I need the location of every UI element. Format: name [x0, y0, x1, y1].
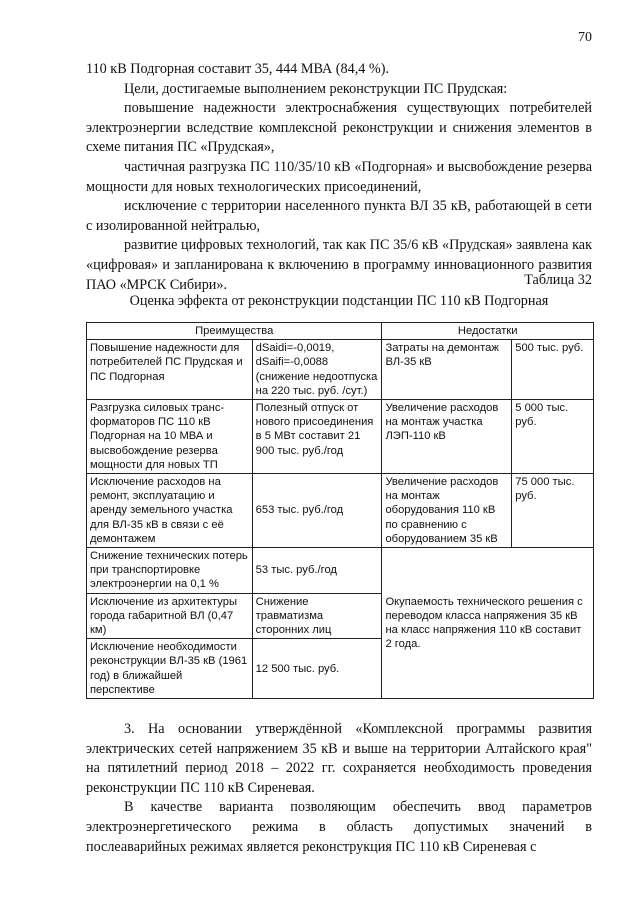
table-title: Оценка эффекта от реконструкции подстанции ПС 110 кВ Подгорная	[129, 293, 549, 309]
table-header-row	[87, 323, 594, 340]
advantage-cell: Разгрузка силовых транс-форматоров ПС 110 кВ Подгорная на 10 МВА и высвобождение резерва мощности для новых ТП	[87, 400, 253, 474]
payback-cell: Окупаемость технического решения с переводом класса напряжения 35 кВ на класс напряжения 110 кВ составит 2 года.	[382, 548, 594, 699]
bottom-text	[86, 720, 592, 857]
advantage-value-cell: Полезный отпуск от нового присоединения в 5 МВт составит 21 900 тыс. руб./год	[252, 400, 382, 474]
table-row	[87, 400, 594, 474]
advantage-cell: Повышение надежности для потребителей ПС Прудская и ПС Подгорная	[87, 340, 253, 400]
table-row	[87, 340, 594, 400]
disadvantage-value-cell: 5 000 тыс. руб.	[512, 400, 594, 474]
paragraph: развитие цифровых технологий, так как ПС 35/6 кВ «Прудская» заявлена как «цифровая» и запланирована к включению в программу инновационного развития ПАО «МРСК Сибири».	[86, 237, 592, 293]
advantage-value-cell: 53 тыс. руб./год	[252, 548, 382, 594]
paragraph: 110 кВ Подгорная составит 35, 444 МВА (84,4 %).	[86, 61, 389, 77]
advantage-cell: Исключение необходимости реконструкции ВЛ-35 кВ (1961 год) в ближайшей перспективе	[87, 639, 253, 699]
paragraph: 3. На основании утверждённой «Комплексной программы развития электрических сетей напряжением 35 кВ и выше на территории Алтайского края" на пятилетний период 2018 – 2022 гг. сохраняется необходимость проведения реконструкции ПС 110 кВ Сиреневая.	[86, 721, 592, 796]
disadvantage-cell: Увеличение расходов на монтаж участка ЛЭП-110 кВ	[382, 400, 512, 474]
paragraph: частичная разгрузка ПС 110/35/10 кВ «Подгорная» и высвобождение резерва мощности для новых технологических присоединений,	[86, 158, 592, 195]
paragraph: повышение надежности электроснабжения существующих потребителей электроэнергии вследствие комплексной реконструкции и снижения элементов в схеме питания ПС «Прудская»,	[86, 100, 592, 156]
header-disadvantages: Недостатки	[382, 323, 594, 340]
advantage-value-cell: 12 500 тыс. руб.	[252, 639, 382, 699]
advantage-value-cell: Снижение травматизма сторонних лиц	[252, 593, 382, 639]
advantage-cell: Снижение технических потерь при транспортировке электроэнергии на 0,1 %	[87, 548, 253, 594]
table-row	[87, 474, 594, 548]
paragraph: Цели, достигаемые выполнением реконструкции ПС Прудская:	[124, 80, 508, 97]
disadvantage-value-cell: 500 тыс. руб.	[512, 340, 594, 400]
advantage-value-cell: dSaidi=-0,0019, dSaifi=-0,0088 (снижение недоотпуска на 220 тыс. руб. /сут.)	[252, 340, 382, 400]
table-label: Таблица 32	[524, 272, 592, 288]
advantage-value-cell: 653 тыс. руб./год	[252, 474, 382, 548]
paragraph: исключение с территории населенного пункта ВЛ 35 кВ, работающей в сети с изолированной нейтралью,	[86, 198, 592, 234]
table-row	[87, 548, 594, 594]
disadvantage-cell: Увеличение расходов на монтаж оборудования 110 кВ по сравнению с оборудованием 35 кВ	[382, 474, 512, 548]
disadvantage-cell: Затраты на демонтаж ВЛ-35 кВ	[382, 340, 512, 400]
advantage-cell: Исключение из архитектуры города габаритной ВЛ (0,47 км)	[87, 593, 253, 639]
advantage-cell: Исключение расходов на ремонт, эксплуатацию и аренду земельного участка для ВЛ-35 кВ в связи с её демонтажем	[87, 474, 253, 548]
page-number: 70	[578, 30, 592, 45]
paragraph: В качестве варианта позволяющим обеспечить ввод параметров электроэнергетического режима в область допустимых значений в послеаварийных режимах является реконструкция ПС 110 кВ Сиреневая с	[86, 799, 592, 855]
disadvantage-value-cell: 75 000 тыс. руб.	[512, 474, 594, 548]
header-advantages: Преимущества	[87, 323, 382, 340]
top-text	[86, 60, 592, 295]
effects-table	[86, 322, 594, 699]
